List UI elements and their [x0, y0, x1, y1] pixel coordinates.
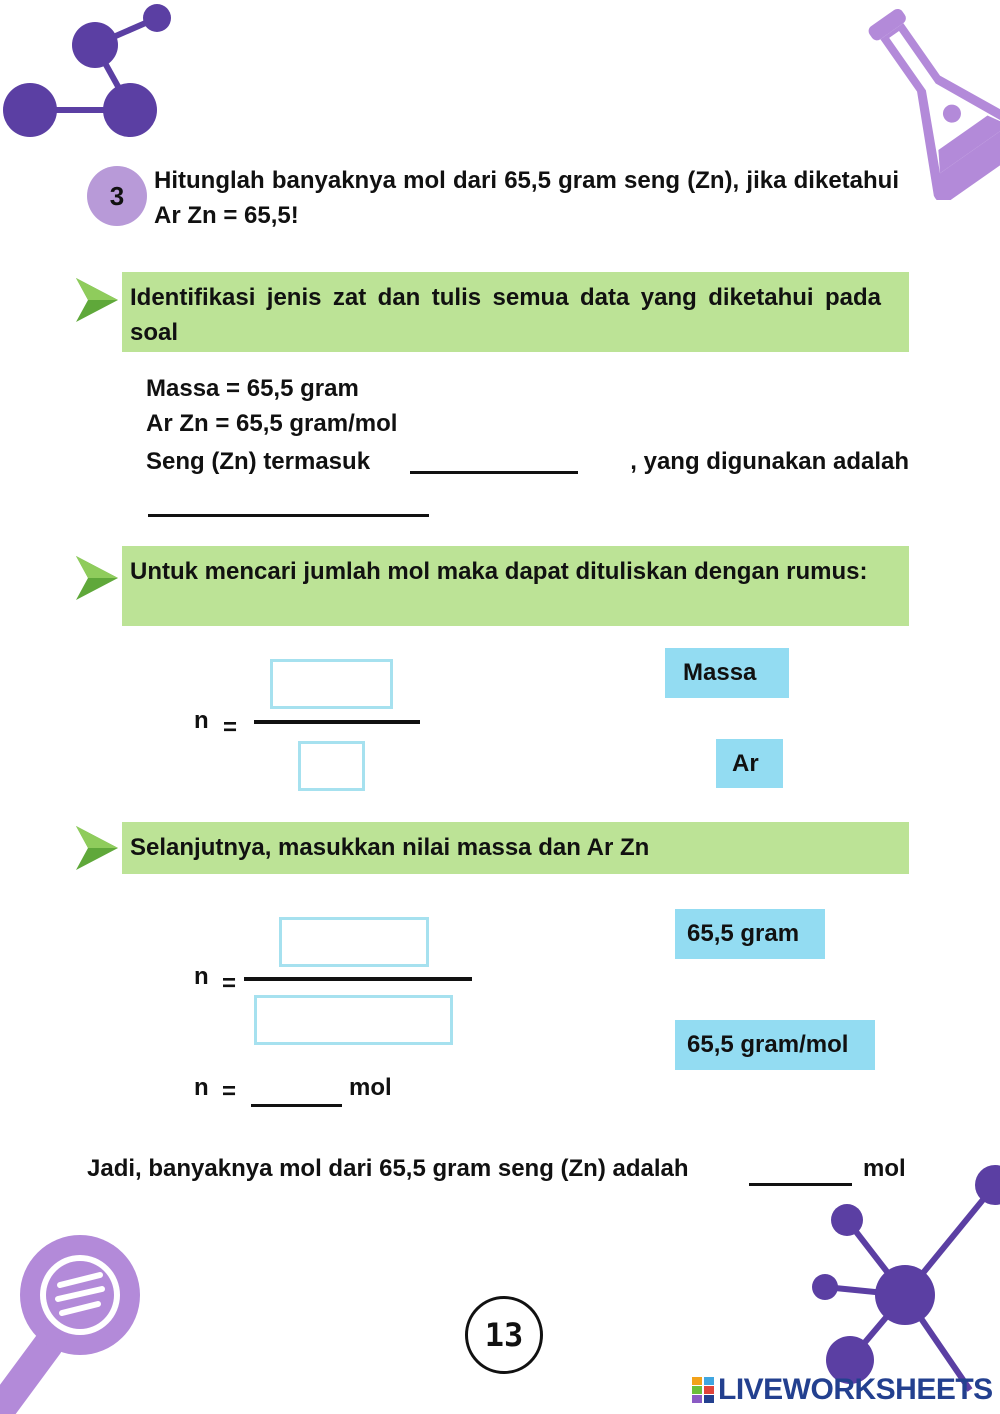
arrow-right-icon — [76, 556, 118, 600]
chip-massa[interactable]: Massa — [665, 648, 789, 698]
seng-category-blank[interactable] — [410, 471, 578, 474]
step3-heading: Selanjutnya, masukkan nilai massa dan Ar Zn — [122, 822, 909, 874]
formula-n-label: n — [194, 707, 209, 734]
brand-text: LIVEWORKSHEETS — [718, 1373, 993, 1406]
arrow-right-icon — [76, 278, 118, 322]
conclusion-unit: mol — [863, 1155, 906, 1182]
formula-equals: = — [223, 714, 238, 741]
given-ar: Ar Zn = 65,5 gram/mol — [146, 410, 398, 437]
arrow-right-icon — [76, 826, 118, 870]
substitution-n-label: n — [194, 963, 209, 990]
step1-heading: Identifikasi jenis zat dan tulis semua data yang diketahui pada soal — [122, 272, 909, 352]
seng-text-start — [146, 444, 396, 479]
formula-denominator-dropzone[interactable] — [298, 741, 365, 791]
magnifier-icon — [0, 1215, 150, 1414]
formula-numerator-dropzone[interactable] — [270, 659, 393, 709]
result-unit: mol — [349, 1074, 392, 1101]
result-equals: = — [222, 1078, 237, 1105]
chip-65-5-gram-mol[interactable]: 65,5 gram/mol — [675, 1020, 875, 1070]
molecule-icon — [0, 0, 180, 145]
fraction-bar — [254, 720, 420, 724]
liveworksheets-logo-icon — [692, 1377, 714, 1403]
substitution-numerator-dropzone[interactable] — [279, 917, 429, 967]
conclusion-text: Jadi, banyaknya mol dari 65,5 gram seng (Zn) adalah — [87, 1155, 689, 1182]
page-number: 13 — [465, 1296, 543, 1374]
substitution-denominator-dropzone[interactable] — [254, 995, 453, 1045]
given-mass: Massa = 65,5 gram — [146, 375, 359, 402]
step2-heading: Untuk mencari jumlah mol maka dapat dituliskan dengan rumus: — [122, 546, 909, 626]
result-blank[interactable] — [251, 1104, 342, 1107]
fraction-bar — [244, 977, 472, 981]
chip-65-5-gram[interactable]: 65,5 gram — [675, 909, 825, 959]
seng-text-end: , yang digunakan adalah — [630, 448, 909, 475]
question-text: Hitunglah banyaknya mol dari 65,5 gram seng (Zn), jika diketahui Ar Zn = 65,5! — [154, 167, 899, 229]
result-n-label: n — [194, 1074, 209, 1101]
substitution-equals: = — [222, 970, 237, 997]
chip-ar[interactable]: Ar — [716, 739, 783, 788]
seng-label: Seng (Zn) termasuk — [146, 448, 371, 475]
used-for-blank[interactable] — [148, 514, 429, 517]
liveworksheets-logo — [692, 1372, 993, 1408]
question-number-badge: 3 — [87, 166, 147, 226]
